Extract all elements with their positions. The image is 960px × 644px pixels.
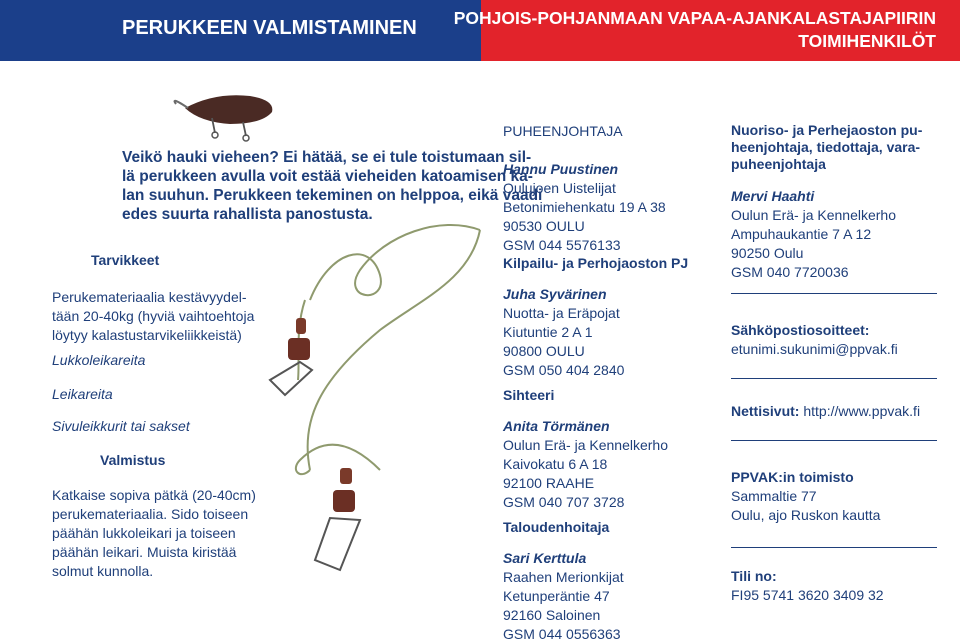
office-label: PPVAK:in toimisto (731, 469, 854, 485)
treasurer-block: Taloudenhoitaja Sari Kerttula Raahen Merionkijat Ketunperäntie 47 92160 Saloinen GSM 044 0556363 (503, 519, 624, 642)
account-label: Tili no: (731, 568, 777, 584)
email-label: Sähköpostiosoitteet: (731, 322, 870, 338)
fishing-lure-icon (175, 95, 273, 141)
supplies-item: Leikareita (52, 386, 113, 402)
treasurer-name: Sari Kerttula (503, 550, 587, 566)
account-value: FI95 5741 3620 3409 32 (731, 587, 884, 603)
swivel-bottom-icon (315, 468, 360, 570)
youth-title: Nuoriso- ja Perhejaoston pu- heenjohtaja, tiedottaja, vara- puheenjohtaja (731, 122, 923, 172)
organization-title-line2: TOIMIHENKILÖT (798, 31, 936, 51)
web-label: Nettisivut: (731, 403, 800, 419)
divider (731, 378, 937, 379)
supplies-item: Sivuleikkurit tai sakset (52, 418, 190, 434)
web-link[interactable]: http://www.ppvak.fi (799, 403, 921, 419)
web-block (731, 402, 920, 421)
chair-title: PUHEENJOHTAJA (503, 123, 623, 139)
intro-paragraph: Veikö hauki vieheen? Ei hätää, se ei tule toistumaan sil- lä perukkeen avulla voit estää vieheiden katoamisen ka- lan suuhun. Perukkeen tekeminen on helppoa, eikä vaadi edes suurta rahallista panostusta. (122, 149, 543, 223)
secretary-title: Sihteeri (503, 387, 555, 403)
competition-name: Juha Syvärinen (503, 286, 607, 302)
supplies-heading: Tarvikkeet (91, 252, 160, 268)
youth-block: Mervi Haahti Oulun Erä- ja Kennelkerho Ampuhaukantie 7 A 12 90250 Oulu GSM 040 7720036 (731, 188, 896, 280)
instructions-heading: Valmistus (100, 452, 166, 468)
treasurer-title: Taloudenhoitaja (503, 519, 610, 535)
chair-block: PUHEENJOHTAJA Hannu Puustinen Oulujoen Uistelijat Betonimiehenkatu 19 A 38 90530 OULU GSM 044 5576133 (503, 123, 666, 253)
office-block: PPVAK:in toimisto Sammaltie 77 Oulu, ajo Ruskon kautta (731, 469, 881, 523)
swivel-top-icon (270, 318, 312, 395)
email-value: etunimi.sukunimi@ppvak.fi (731, 341, 898, 357)
secretary-name: Anita Törmänen (503, 418, 610, 434)
competition-block: Kilpailu- ja Perhojaoston PJ Juha Syvärinen Nuotta- ja Eräpojat Kiutuntie 2 A 1 90800 OULU GSM 050 404 2840 (503, 255, 689, 378)
divider (731, 293, 937, 294)
youth-name: Mervi Haahti (731, 188, 815, 204)
supplies-text: Perukemateriaalia kestävyydel- tään 20-40kg (hyviä vaihtoehtoja löytyy kalastustarvikeliikkeistä) (52, 289, 255, 343)
chair-name: Hannu Puustinen (503, 161, 619, 177)
email-block (731, 321, 898, 359)
competition-title: Kilpailu- ja Perhojaoston PJ (503, 255, 689, 271)
page-title: PERUKKEEN VALMISTAMINEN (122, 17, 417, 39)
divider (731, 547, 937, 548)
account-block (731, 567, 884, 605)
instructions-text: Katkaise sopiva pätkä (20-40cm) perukemateriaalia. Sido toiseen päähän lukkoleikari ja toiseen päähän leikari. Muista kiristää solmut kunnolla. (52, 487, 256, 579)
organization-title-line1: POHJOIS-POHJANMAAN VAPAA-AJANKALASTAJAPIIRIN (453, 8, 936, 28)
leader-swivel-icon (296, 225, 480, 474)
divider (731, 440, 937, 441)
secretary-block: Sihteeri Anita Törmänen Oulun Erä- ja Kennelkerho Kaivokatu 6 A 18 92100 RAAHE GSM 040 707 3728 (503, 387, 668, 510)
supplies-item: Lukkoleikareita (52, 352, 146, 368)
